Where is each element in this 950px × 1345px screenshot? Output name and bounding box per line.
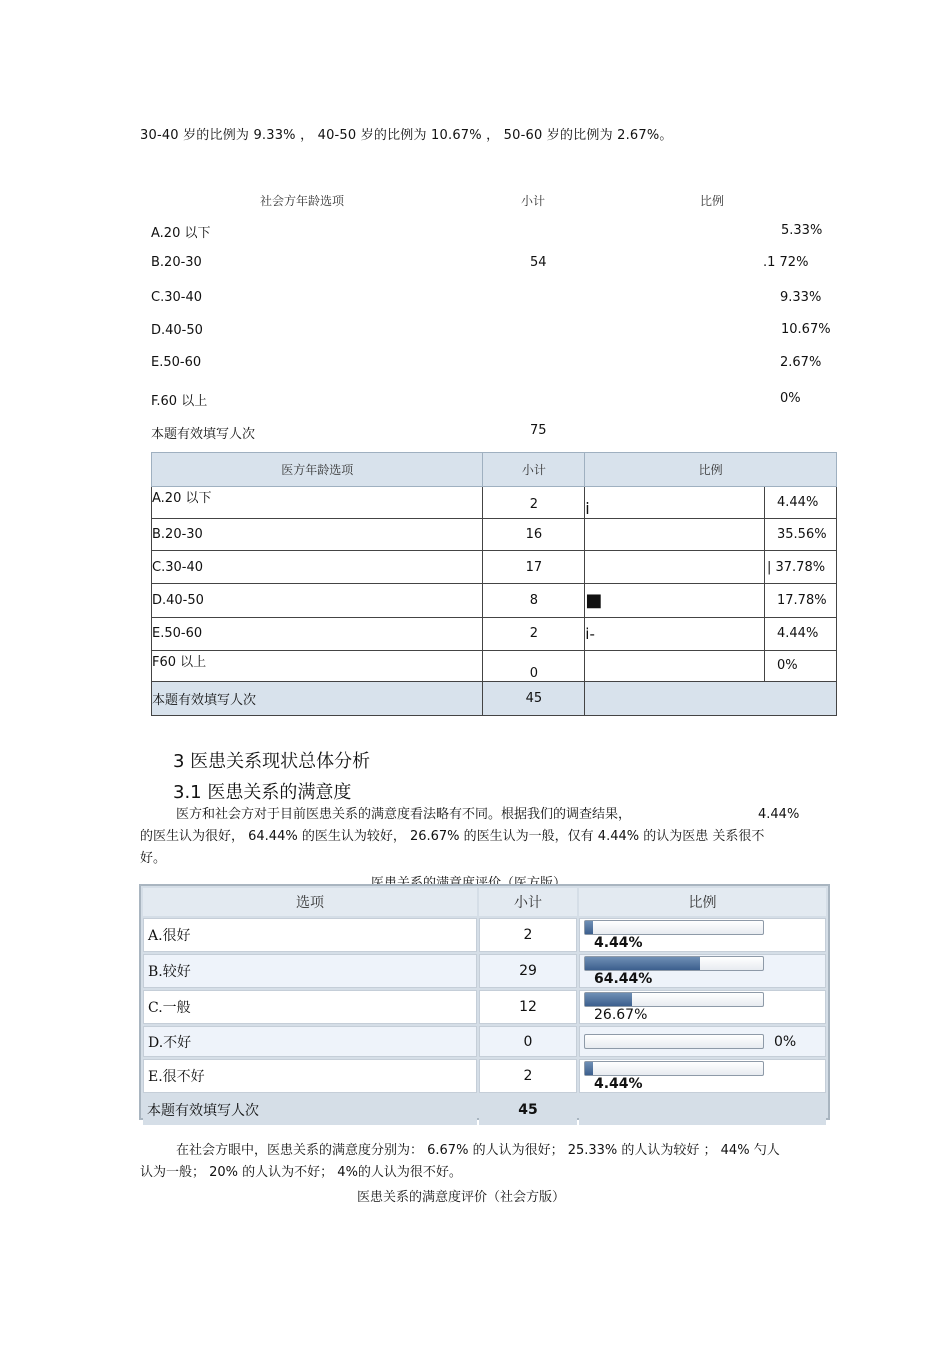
table-row xyxy=(143,1026,826,1057)
column-header-count: 小计 xyxy=(521,194,546,208)
progress-bar-fill xyxy=(585,1062,593,1075)
row-ratio: 0% xyxy=(765,650,837,681)
progress-bar xyxy=(584,1034,764,1049)
row-count: 2 xyxy=(479,918,577,952)
column-header-option: 医方年龄选项 xyxy=(152,453,483,487)
row-count: 2 xyxy=(483,487,585,519)
row-ratio-cell xyxy=(579,990,826,1024)
column-header-ratio: 比例 xyxy=(700,194,725,208)
total-empty-cell xyxy=(585,681,837,715)
column-header-option: 社会方年龄选项 xyxy=(260,194,345,208)
intro-text: 30-40 岁的比例为 9.33% ， 40-50 岁的比例为 10.67% ， 50-60 岁的比例为 2.67%。 xyxy=(140,128,673,143)
row-ratio: 9.33% xyxy=(780,290,822,305)
row-count: 8 xyxy=(483,584,585,617)
row-option: D.40-50 xyxy=(152,584,483,617)
row-option: E.50-60 xyxy=(151,355,202,370)
row-bar-mark xyxy=(585,650,765,681)
paragraph-value: 4.44% xyxy=(758,807,800,822)
row-option: E.很不好 xyxy=(143,1059,477,1093)
row-option: C.30-40 xyxy=(151,290,202,305)
row-count: 0 xyxy=(483,650,585,681)
row-ratio: 17.78% xyxy=(765,584,837,617)
row-count: 54 xyxy=(530,255,547,270)
row-option: C.30-40 xyxy=(152,551,483,584)
progress-bar-fill xyxy=(585,921,593,934)
row-option: F.60 以上 xyxy=(151,394,208,409)
row-option: D.40-50 xyxy=(151,323,203,338)
row-option: F60 以上 xyxy=(152,650,483,681)
column-header-option: 选项 xyxy=(143,888,477,916)
row-option: A.20 以下 xyxy=(151,226,211,241)
total-label: 本题有效填写人次 xyxy=(151,427,256,442)
total-value: 45 xyxy=(479,1095,577,1125)
subsection-heading: 3.1 医患关系的满意度 xyxy=(173,782,352,803)
row-option: B.较好 xyxy=(143,954,477,988)
paragraph-line: 医方和社会方对于目前医患关系的满意度看法略有不同。根据我们的调查结果， xyxy=(176,807,632,822)
total-value: 75 xyxy=(530,423,547,438)
row-ratio: 4.44% xyxy=(594,1076,643,1092)
paragraph-line: 认为一般； 20% 的人认为不好； 4%的人认为很不好。 xyxy=(140,1165,462,1180)
row-ratio: 35.56% xyxy=(765,519,837,551)
column-header-count: 小计 xyxy=(479,888,577,916)
progress-bar xyxy=(584,992,764,1007)
row-count: 0 xyxy=(479,1026,577,1057)
row-count: 16 xyxy=(483,519,585,551)
row-ratio: 26.67% xyxy=(594,1007,648,1023)
row-ratio-cell xyxy=(579,1026,826,1057)
row-bar-mark xyxy=(585,551,765,584)
progress-bar-fill xyxy=(585,957,700,970)
progress-bar-fill xyxy=(585,993,632,1006)
section-heading: 3 医患关系现状总体分析 xyxy=(173,751,371,772)
row-ratio-cell xyxy=(579,918,826,952)
doctor-satisfaction-table xyxy=(139,884,830,1120)
row-count: 2 xyxy=(479,1059,577,1093)
row-ratio-cell xyxy=(579,954,826,988)
row-ratio-cell xyxy=(579,1059,826,1093)
progress-bar xyxy=(584,1061,764,1076)
row-option: E.50-60 xyxy=(152,617,483,650)
row-count: 12 xyxy=(479,990,577,1024)
row-ratio: 0% xyxy=(774,1033,797,1050)
total-value: 45 xyxy=(483,681,585,715)
row-ratio: 2.67% xyxy=(780,355,822,370)
progress-bar xyxy=(584,956,764,971)
row-ratio: 4.44% xyxy=(765,617,837,650)
table-row xyxy=(143,990,826,1024)
doctor-age-table xyxy=(151,452,837,716)
row-count: 29 xyxy=(479,954,577,988)
row-option: C.一般 xyxy=(143,990,477,1024)
total-empty-cell xyxy=(579,1095,826,1125)
paragraph-line: 的医生认为很好， 64.44% 的医生认为较好， 26.67% 的医生认为一般，仅有 4.44% 的认为医患 关系很不 xyxy=(140,829,765,844)
progress-bar xyxy=(584,920,764,935)
paragraph-line: 好。 xyxy=(140,851,167,866)
row-bar-mark: ■ xyxy=(585,584,765,617)
row-option: B.20-30 xyxy=(151,255,202,270)
table-row xyxy=(143,1059,826,1093)
row-option: B.20-30 xyxy=(152,519,483,551)
row-ratio: 64.44% xyxy=(594,971,653,987)
total-row xyxy=(143,1095,826,1125)
row-count: 2 xyxy=(483,617,585,650)
row-ratio: 4.44% xyxy=(594,935,643,951)
row-option: D.不好 xyxy=(143,1026,477,1057)
row-count: 17 xyxy=(483,551,585,584)
total-label: 本题有效填写人次 xyxy=(143,1095,477,1125)
table-row xyxy=(143,954,826,988)
column-header-ratio: 比例 xyxy=(585,453,837,487)
total-label: 本题有效填写人次 xyxy=(152,681,483,715)
row-bar-mark: i xyxy=(585,487,765,519)
row-ratio: 10.67% xyxy=(781,322,831,337)
row-bar-mark xyxy=(585,519,765,551)
row-option: A.很好 xyxy=(143,918,477,952)
paragraph-line: 在社会方眼中，医患关系的满意度分别为： 6.67% 的人认为很好； 25.33% 的人认为较好 ； 44% 勺人 xyxy=(176,1143,780,1158)
column-header-count: 小计 xyxy=(483,453,585,487)
column-header-ratio: 比例 xyxy=(579,888,826,916)
row-bar-mark: i- xyxy=(585,617,765,650)
row-ratio: .1 72% xyxy=(763,255,809,270)
row-ratio: 5.33% xyxy=(781,223,823,238)
row-ratio: | 37.78% xyxy=(765,551,837,584)
table-caption: 医患关系的满意度评价（社会方版） xyxy=(357,1190,566,1205)
row-ratio: 4.44% xyxy=(765,487,837,519)
row-ratio: 0% xyxy=(780,391,801,406)
row-option: A.20 以下 xyxy=(152,487,483,519)
table-row xyxy=(143,918,826,952)
